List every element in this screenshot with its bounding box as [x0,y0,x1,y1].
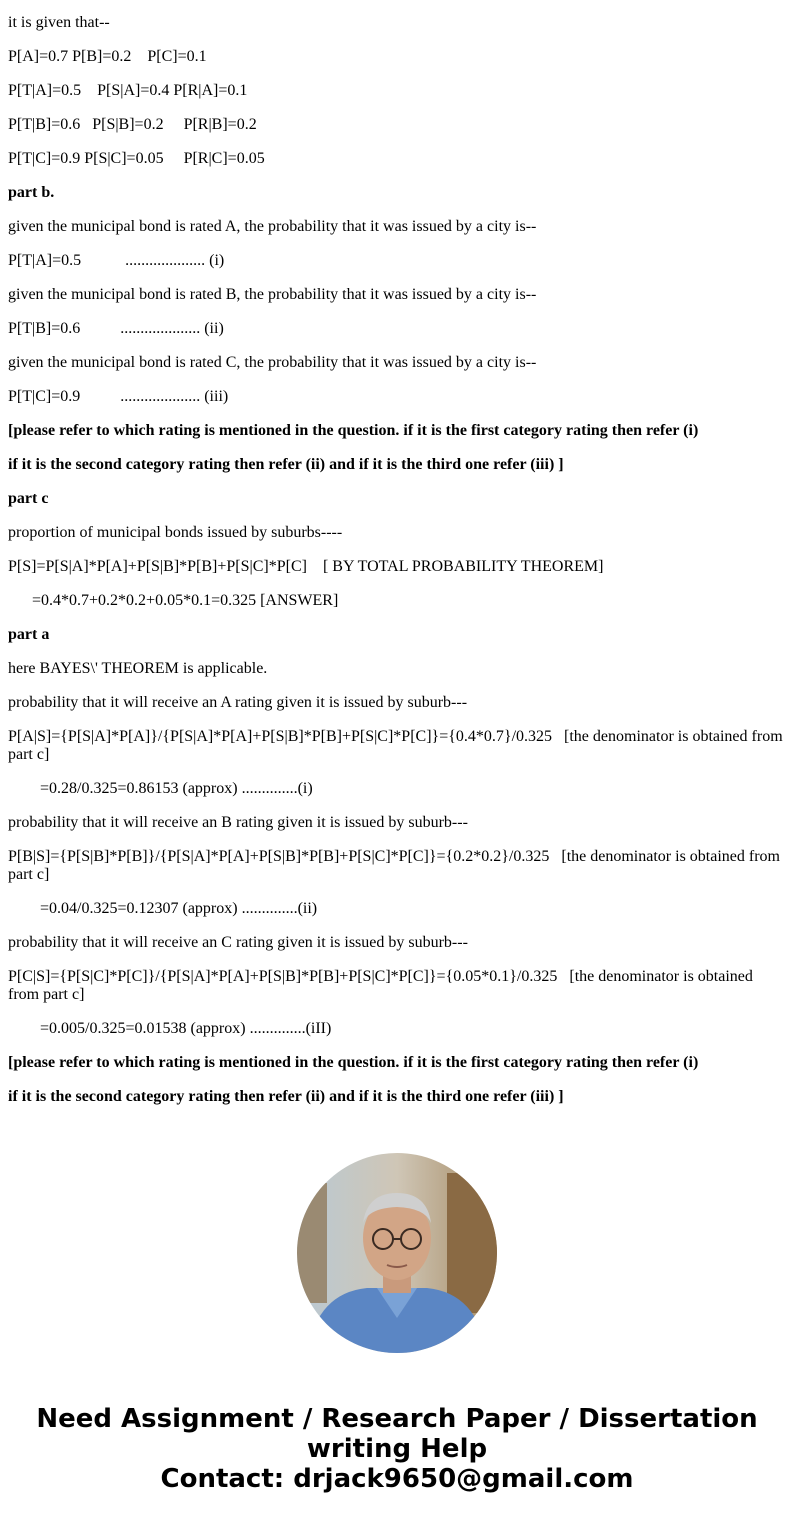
document-line: P[B|S]={P[S|B]*P[B]}/{P[S|A]*P[A]+P[S|B]*P[B]+P[S|C]*P[C]}={0.2*0.2}/0.325 [the denominator is obtained from part c] [8,848,784,883]
document-line: part b. [8,184,55,201]
document-line: P[T|A]=0.5 P[S|A]=0.4 P[R|A]=0.1 [8,82,248,99]
document-line: =0.4*0.7+0.2*0.2+0.05*0.1=0.325 [ANSWER] [32,592,339,609]
document-line: P[A]=0.7 P[B]=0.2 P[C]=0.1 [8,48,207,65]
document-line: P[T|B]=0.6 P[S|B]=0.2 P[R|B]=0.2 [8,116,257,133]
author-portrait-image [297,1153,497,1353]
document-line: it is given that-- [8,14,110,31]
solution-document [8,14,786,1122]
document-line: probability that it will receive an B rating given it is issued by suburb--- [8,814,468,831]
document-line: if it is the second category rating then refer (ii) and if it is the third one refer (iii) ] [8,456,564,473]
promo-banner [0,1404,794,1494]
document-line: =0.04/0.325=0.12307 (approx) ..............(ii) [40,900,318,917]
promo-line-1: Need Assignment / Research Paper / Dissertation [36,1404,758,1434]
document-line: here BAYES\' THEOREM is applicable. [8,660,268,677]
document-line: =0.005/0.325=0.01538 (approx) ..............(iII) [40,1020,332,1037]
document-line: P[S]=P[S|A]*P[A]+P[S|B]*P[B]+P[S|C]*P[C] [ BY TOTAL PROBABILITY THEOREM] [8,558,604,575]
document-line: P[T|C]=0.9 .................... (iii) [8,388,229,405]
document-line: P[T|C]=0.9 P[S|C]=0.05 P[R|C]=0.05 [8,150,265,167]
document-line: given the municipal bond is rated A, the probability that it was issued by a city is-- [8,218,537,235]
promo-contact: Contact: drjack9650@gmail.com [160,1464,634,1494]
document-line: =0.28/0.325=0.86153 (approx) ..............(i) [40,780,313,797]
document-line: if it is the second category rating then refer (ii) and if it is the third one refer (iii) ] [8,1088,564,1105]
promo-line-2: writing Help [306,1434,488,1464]
document-line: P[A|S]={P[S|A]*P[A]}/{P[S|A]*P[A]+P[S|B]*P[B]+P[S|C]*P[C]}={0.4*0.7}/0.325 [the denominator is obtained from part c] [8,728,787,763]
document-line: [please refer to which rating is mentioned in the question. if it is the first category rating then refer (i) [8,422,699,439]
document-line: probability that it will receive an C rating given it is issued by suburb--- [8,934,468,951]
document-line: given the municipal bond is rated B, the probability that it was issued by a city is-- [8,286,537,303]
document-line: proportion of municipal bonds issued by suburbs---- [8,524,343,541]
document-line: probability that it will receive an A rating given it is issued by suburb--- [8,694,468,711]
author-avatar [297,1153,497,1353]
document-line: part a [8,626,50,643]
document-line: P[T|B]=0.6 .................... (ii) [8,320,224,337]
document-line: part c [8,490,49,507]
document-line: P[C|S]={P[S|C]*P[C]}/{P[S|A]*P[A]+P[S|B]*P[B]+P[S|C]*P[C]}={0.05*0.1}/0.325 [the denominator is obtained from part c] [8,968,757,1003]
document-line: [please refer to which rating is mentioned in the question. if it is the first category rating then refer (i) [8,1054,699,1071]
document-line: given the municipal bond is rated C, the probability that it was issued by a city is-- [8,354,537,371]
document-line: P[T|A]=0.5 .................... (i) [8,252,225,269]
